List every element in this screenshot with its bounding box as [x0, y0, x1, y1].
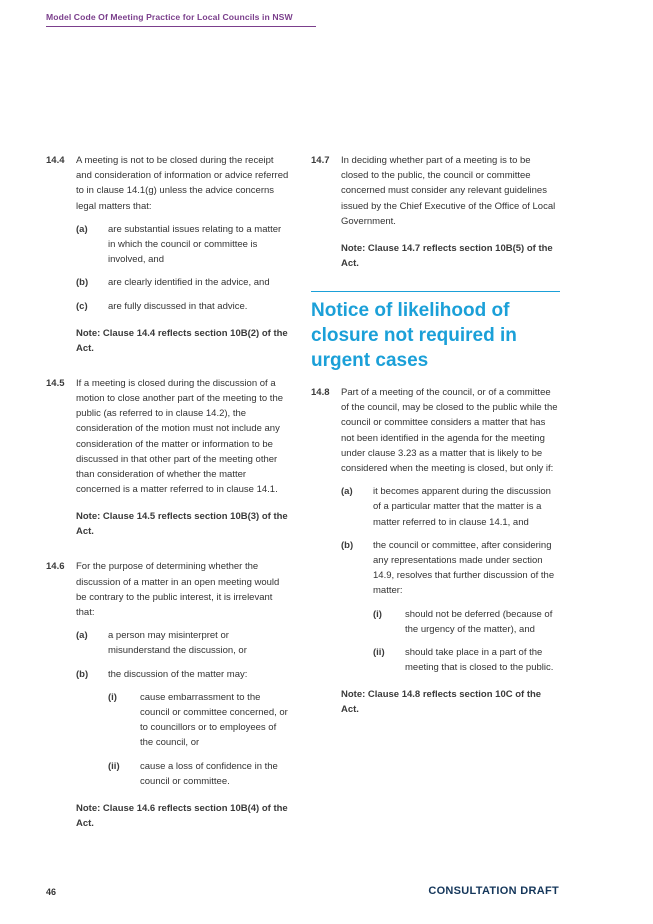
- subclause-label: (a): [341, 486, 353, 498]
- clause-number: 14.5: [46, 377, 65, 389]
- subclause-label: (a): [76, 630, 88, 642]
- clause-note: Note: Clause 14.8 reflects section 10C of the Act.: [341, 689, 542, 716]
- subclause-c: [76, 299, 291, 314]
- right-column: [311, 153, 560, 737]
- clause-14-7: [311, 153, 560, 281]
- subclause-a: [341, 484, 560, 530]
- clause-note: Note: Clause 14.5 reflects section 10B(3) of the Act.: [76, 511, 288, 538]
- subclause-text: should not be deferred (because of the urgency of the matter), and: [405, 608, 553, 635]
- left-column: [46, 153, 291, 851]
- subclause-label: (b): [76, 668, 89, 680]
- subclause-a: [76, 628, 291, 658]
- subclause-label: (b): [76, 277, 89, 289]
- running-header: Model Code Of Meeting Practice for Local Councils in NSW: [46, 12, 316, 27]
- clause-14-8: [311, 385, 560, 727]
- subclause-label: (i): [373, 608, 382, 620]
- section-heading: Notice of likelihood of closure not required in urgent cases: [311, 291, 560, 373]
- subclause-text: a person may misinterpret or misunderstand the discussion, or: [108, 630, 247, 657]
- subclause-label: (i): [108, 691, 117, 703]
- clause-text: Part of a meeting of the council, or of a committee of the council, may be closed to the public while the council or committee considers a matter that has not been identified in the agenda for the meeting under clause 3.23 as a matter that is likely to be considered when the meeting is closed, but only if:: [341, 387, 558, 475]
- subclause-text: should take place in a part of the meeting that is closed to the public.: [405, 647, 554, 674]
- subclause-text: cause embarrassment to the council or committee concerned, or to councillors or to employees of the council, or: [140, 691, 288, 749]
- draft-label: CONSULTATION DRAFT: [428, 885, 559, 897]
- subclause-label: (ii): [108, 760, 120, 772]
- subclause-text: it becomes apparent during the discussion of a particular matter that the matter is a matter referred to in clause 14.1, and: [373, 486, 551, 528]
- subclause-text: the council or committee, after considering any representations made under section 14.9, resolves that further discussion of the matter:: [373, 539, 555, 597]
- subclause-text: are substantial issues relating to a matter in which the council or committee is involved, and: [108, 223, 282, 266]
- clause-text: A meeting is not to be closed during the receipt and consideration of information or advice referred to in clause 14.1(g) unless the advice concerns legal matters that:: [76, 155, 289, 212]
- clause-text: If a meeting is closed during the discussion of a motion to close another part of the meeting to the public (as referred to in clause 14.2), the consideration of the motion must not include any consideration of the matter or information to be discussed in that other part of the meeting other than consideration of whether the matter concerned is a matter referred to in clause 14.1.: [76, 377, 284, 496]
- subclause-label: (c): [76, 300, 88, 312]
- subclause-a: [76, 222, 291, 268]
- subclause-ii: [108, 759, 291, 789]
- subclause-text: the discussion of the matter may:: [108, 668, 248, 680]
- subclause-b: [76, 275, 291, 290]
- clause-number: 14.8: [311, 387, 330, 399]
- clause-number: 14.4: [46, 155, 65, 166]
- clause-14-4: [46, 153, 291, 366]
- clause-text: For the purpose of determining whether the discussion of a matter in an open meeting would be contrary to the public interest, it is irrelevant that:: [76, 561, 280, 619]
- subclause-ii: [373, 645, 560, 675]
- page-number: 46: [46, 887, 57, 897]
- clause-text: In deciding whether part of a meeting is to be closed to the public, the council or committee concerned must consider any relevant guidelines issued by the Chief Executive of the Office of Local Government.: [341, 155, 556, 227]
- clause-number: 14.6: [46, 561, 65, 573]
- subclause-b: [76, 667, 291, 789]
- subclause-label: (b): [341, 539, 354, 551]
- clause-number: 14.7: [311, 155, 330, 166]
- subclause-text: are fully discussed in that advice.: [108, 300, 248, 312]
- subclause-text: cause a loss of confidence in the council or committee.: [140, 760, 278, 787]
- clause-note: Note: Clause 14.6 reflects section 10B(4) of the Act.: [76, 803, 288, 830]
- subclause-i: [108, 690, 291, 751]
- subclause-b: [341, 538, 560, 676]
- subclause-i: [373, 607, 560, 637]
- subclause-text: are clearly identified in the advice, and: [108, 277, 270, 289]
- clause-14-6: [46, 559, 291, 841]
- clause-14-5: [46, 376, 291, 550]
- clause-note: Note: Clause 14.7 reflects section 10B(5) of the Act.: [341, 243, 553, 270]
- subclause-label: (a): [76, 223, 88, 235]
- subclause-label: (ii): [373, 647, 385, 659]
- clause-note: Note: Clause 14.4 reflects section 10B(2) of the Act.: [76, 327, 288, 354]
